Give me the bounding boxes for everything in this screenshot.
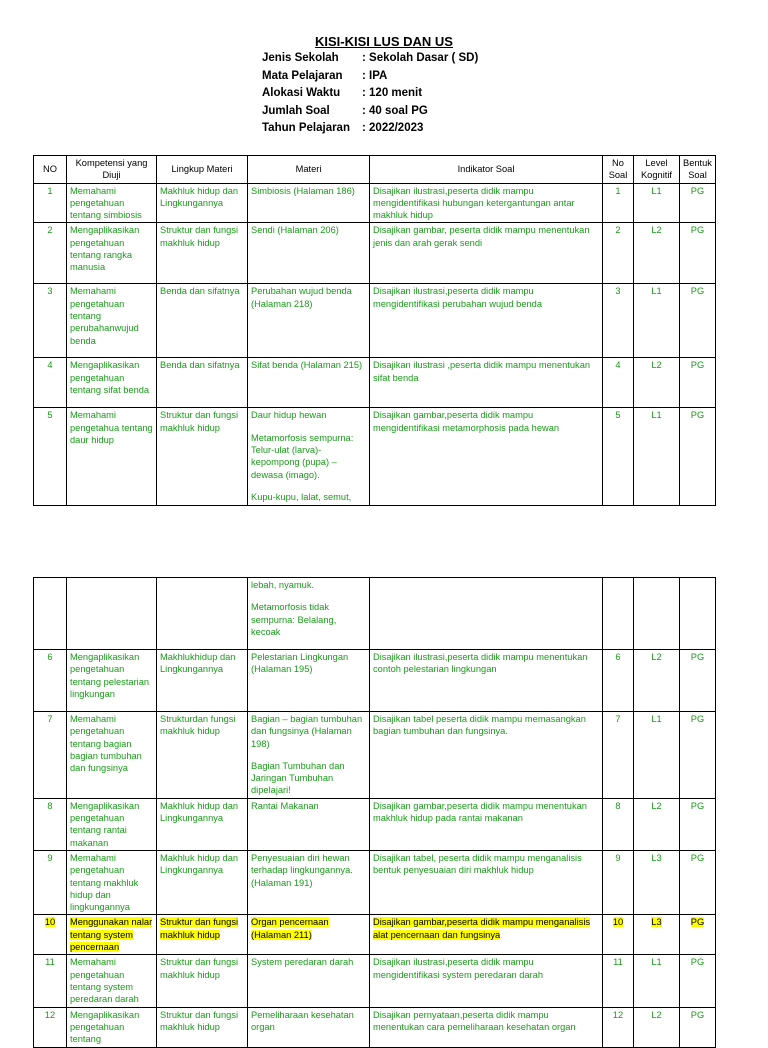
cell-kompetensi-text: Menggunakan nalar tentang system pencernaan: [70, 917, 153, 953]
cell-no: [34, 798, 67, 850]
cell-materi: [248, 955, 370, 1007]
cell-bentuk-text: PG: [690, 185, 705, 196]
cell-level: [634, 712, 680, 799]
cell-lingkup: [157, 850, 248, 914]
cell-bentuk-text: PG: [690, 1009, 705, 1020]
cell-indikator-text: Disajikan tabel peserta didik mampu memasangkan bagian tumbuhan dan fungsinya.: [373, 714, 586, 737]
cell-no-soal-text: 2: [615, 225, 621, 236]
table-row: [34, 1007, 716, 1047]
cell-indikator: [370, 850, 603, 914]
cell-materi: [248, 1007, 370, 1047]
cell-indikator-text: Disajikan ilustrasi,peserta didik mampu mengidentifikasi system peredaran darah: [373, 957, 544, 980]
cell-no-soal: [603, 578, 634, 650]
cell-no: [34, 284, 67, 358]
cell-level-text: L2: [651, 1009, 662, 1020]
cell-indikator-text: Disajikan ilustrasi ,peserta didik mampu menentukan sifat benda: [373, 360, 591, 383]
cell-no-soal: [603, 850, 634, 914]
materi-paragraph: Bagian Tumbuhan dan Jaringan Tumbuhan dipelajari!: [251, 760, 345, 796]
cell-no-soal: [603, 955, 634, 1007]
cell-level: [634, 650, 680, 712]
cell-lingkup: [157, 183, 248, 223]
cell-bentuk: [680, 358, 716, 408]
cell-indikator-text: Disajikan gambar,peserta didik mampu mengidentifikasi metamorphosis pada hewan: [373, 410, 560, 433]
cell-indikator-text: Disajikan gambar,peserta didik mampu menganalisis alat pencernaan dan fungsinya: [373, 917, 591, 940]
cell-kompetensi: [67, 408, 157, 506]
table-row: [34, 358, 716, 408]
cell-lingkup: [157, 223, 248, 284]
meta-row: [262, 52, 478, 70]
cell-kompetensi: [67, 712, 157, 799]
cell-lingkup: [157, 284, 248, 358]
cell-no-soal-text: 6: [615, 652, 621, 662]
materi-paragraph: Metamorfosis sempurna: Telur-ulat (larva)-kepompong (pupa) – dewasa (imago).: [251, 432, 354, 480]
cell-kompetensi: [67, 578, 157, 650]
materi-paragraph: lebah, nyamuk.: [251, 580, 315, 590]
cell-no-soal-text: 9: [615, 852, 621, 863]
cell-no-soal: [603, 284, 634, 358]
cell-no-text: 12: [44, 1009, 56, 1020]
meta-key: Jumlah Soal: [262, 104, 330, 117]
cell-indikator: [370, 1007, 603, 1047]
table-row: [34, 798, 716, 850]
header-row: [34, 156, 716, 184]
header-no-soal: No Soal: [603, 156, 634, 184]
cell-bentuk-text: PG: [690, 410, 705, 421]
cell-indikator-text: Disajikan ilustrasi,peserta didik mampu menentukan contoh pelestarian lingkungan: [373, 652, 588, 675]
cell-no: [34, 915, 67, 955]
cell-no: [34, 850, 67, 914]
cell-materi: [248, 183, 370, 223]
cell-indikator-text: Disajikan gambar,peserta didik mampu menentukan makhluk hidup pada rantai makanan: [373, 800, 587, 824]
cell-indikator-text: Disajikan pernyataan,peserta didik mampu menentukan cara pemeliharaan kesehatan organ: [373, 1009, 576, 1032]
header-no: NO: [34, 156, 67, 184]
cell-no-soal-text: 3: [615, 286, 621, 297]
header-materi: Materi: [248, 156, 370, 184]
materi-paragraph: Penyesuaian diri hewan terhadap lingkungannya. (Halaman 191): [251, 852, 353, 888]
cell-bentuk-text: PG: [690, 360, 705, 371]
cell-lingkup-text: Struktur dan fungsi makhluk hidup: [160, 957, 239, 980]
cell-no-text: 6: [47, 652, 53, 662]
grid-table-page-2: [33, 577, 716, 1048]
cell-bentuk: [680, 223, 716, 284]
cell-level: [634, 284, 680, 358]
cell-bentuk-text: PG: [690, 714, 705, 724]
cell-indikator: [370, 712, 603, 799]
cell-indikator: [370, 284, 603, 358]
header-level: Level Kognitif: [634, 156, 680, 184]
cell-lingkup-text: Benda dan sifatnya: [160, 286, 240, 297]
meta-block: [262, 52, 478, 140]
header-lingkup: Lingkup Materi: [157, 156, 248, 184]
meta-row: [262, 105, 478, 123]
cell-indikator: [370, 915, 603, 955]
cell-no: [34, 183, 67, 223]
cell-kompetensi: [67, 1007, 157, 1047]
cell-kompetensi: [67, 650, 157, 712]
materi-paragraph: Metamorfosis tidak sempurna: Belalang, kecoak: [251, 602, 337, 637]
cell-indikator: [370, 650, 603, 712]
cell-kompetensi-text: Mengaplikasikan pengetahuan tentang pelestarian lingkungan: [70, 652, 150, 699]
cell-indikator: [370, 183, 603, 223]
cell-level: [634, 850, 680, 914]
cell-lingkup: [157, 650, 248, 712]
cell-lingkup: [157, 578, 248, 650]
cell-bentuk: [680, 798, 716, 850]
cell-level-text: L3: [651, 917, 662, 928]
cell-lingkup-text: Makhlukhidup dan Lingkungannya: [160, 652, 236, 675]
materi-paragraph: Rantai Makanan: [251, 800, 319, 811]
cell-no-soal: [603, 915, 634, 955]
table-row: [34, 650, 716, 712]
table-row: [34, 955, 716, 1007]
cell-bentuk-text: PG: [690, 652, 705, 662]
cell-no: [34, 650, 67, 712]
materi-paragraph: Sifat benda (Halaman 215): [251, 360, 363, 371]
cell-kompetensi-text: Memahami pengetahuan tentang makhluk hidup dan lingkungannya: [70, 852, 139, 913]
meta-key: Mata Pelajaran: [262, 69, 343, 82]
cell-bentuk: [680, 915, 716, 955]
cell-indikator-text: Disajikan gambar, peserta didik mampu menentukan jenis dan arah gerak sendi: [373, 225, 590, 248]
cell-level: [634, 915, 680, 955]
cell-bentuk-text: PG: [690, 917, 705, 928]
cell-no-soal: [603, 1007, 634, 1047]
cell-materi: [248, 223, 370, 284]
meta-row: [262, 122, 478, 140]
paragraph-gap: [251, 591, 366, 601]
cell-level-text: L1: [651, 714, 662, 724]
cell-no-soal-text: 5: [615, 410, 621, 421]
cell-bentuk: [680, 284, 716, 358]
cell-kompetensi: [67, 915, 157, 955]
cell-kompetensi-text: Memahami pengetahuan tentang bagian bagian tumbuhan dan fungsinya: [70, 714, 142, 774]
cell-bentuk-text: PG: [690, 286, 705, 297]
cell-no: [34, 578, 67, 650]
materi-paragraph: Sendi (Halaman 206): [251, 225, 339, 236]
cell-kompetensi: [67, 183, 157, 223]
cell-no-text: 4: [47, 360, 53, 371]
cell-kompetensi: [67, 850, 157, 914]
table-row: [34, 915, 716, 955]
cell-no-text: 8: [47, 800, 53, 811]
paragraph-gap: [251, 422, 366, 432]
cell-level-text: L1: [651, 286, 662, 297]
cell-lingkup-text: Makhluk hidup dan Lingkungannya: [160, 800, 239, 824]
paragraph-gap: [251, 481, 366, 491]
cell-kompetensi: [67, 284, 157, 358]
cell-no-text: 9: [47, 852, 53, 863]
materi-paragraph: Simbiosis (Halaman 186): [251, 185, 355, 196]
cell-indikator: [370, 358, 603, 408]
cell-level-text: L3: [651, 852, 662, 863]
cell-no-soal-text: 7: [615, 714, 621, 724]
cell-lingkup: [157, 915, 248, 955]
table-row: [34, 578, 716, 650]
meta-value: : 120 menit: [362, 87, 423, 99]
cell-indikator-text: Disajikan tabel, peserta didik mampu menganalisis bentuk penyesuaian diri makhluk hidup: [373, 852, 582, 876]
table-row: [34, 284, 716, 358]
cell-kompetensi-text: Memahami pengetahua tentang daur hidup: [70, 410, 153, 446]
cell-no-soal: [603, 650, 634, 712]
cell-level-text: L1: [651, 957, 662, 968]
meta-key: Tahun Pelajaran: [262, 122, 350, 134]
cell-lingkup-text: Struktur dan fungsi makhluk hidup: [160, 1009, 239, 1032]
meta-key: Jenis Sekolah: [262, 52, 339, 64]
cell-bentuk: [680, 955, 716, 1007]
meta-value: : 2022/2023: [362, 122, 424, 134]
cell-lingkup: [157, 408, 248, 506]
cell-level-text: L2: [651, 800, 662, 811]
cell-no: [34, 1007, 67, 1047]
cell-kompetensi-text: Mengaplikasikan pengetahuan tentang rangka manusia: [70, 225, 140, 273]
meta-row: [262, 87, 478, 105]
table-row: [34, 850, 716, 914]
table-row: [34, 183, 716, 223]
meta-row: [262, 70, 478, 88]
cell-lingkup-text: Struktur dan fungsi makhluk hidup: [160, 225, 239, 248]
cell-materi: [248, 712, 370, 799]
cell-level: [634, 408, 680, 506]
meta-key: Alokasi Waktu: [262, 87, 341, 99]
cell-level-text: L2: [651, 360, 662, 371]
cell-no: [34, 408, 67, 506]
cell-materi: [248, 578, 370, 650]
materi-paragraph: Organ pencernaan (Halaman 211): [251, 917, 329, 940]
header-indikator: Indikator Soal: [370, 156, 603, 184]
cell-bentuk-text: PG: [690, 800, 705, 811]
meta-value: : Sekolah Dasar ( SD): [362, 52, 479, 64]
cell-indikator-text: Disajikan ilustrasi,peserta didik mampu mengidentifikasi perubahan wujud benda: [373, 286, 543, 309]
materi-paragraph: System peredaran darah: [251, 957, 354, 968]
cell-materi: [248, 358, 370, 408]
cell-materi: [248, 284, 370, 358]
header-bentuk: Bentuk Soal: [680, 156, 716, 184]
cell-materi: [248, 798, 370, 850]
cell-kompetensi-text: Mengaplikasikan pengetahuan tentang rantai makanan: [70, 800, 140, 848]
cell-no: [34, 358, 67, 408]
cell-level: [634, 798, 680, 850]
cell-no-soal: [603, 223, 634, 284]
cell-no-soal: [603, 712, 634, 799]
table-row: [34, 408, 716, 506]
cell-level: [634, 1007, 680, 1047]
cell-no-text: 7: [47, 714, 53, 724]
cell-materi: [248, 850, 370, 914]
meta-value: : IPA: [362, 69, 388, 82]
cell-no-text: 3: [47, 286, 53, 297]
cell-level-text: L2: [651, 225, 662, 236]
cell-no-text: 1: [47, 185, 53, 196]
materi-paragraph: Pelestarian Lingkungan (Halaman 195): [251, 652, 349, 675]
cell-no-soal: [603, 183, 634, 223]
cell-kompetensi-text: Mengaplikasikan pengetahuan tentang: [70, 1009, 140, 1045]
cell-indikator: [370, 408, 603, 506]
cell-kompetensi: [67, 223, 157, 284]
cell-no: [34, 712, 67, 799]
cell-bentuk-text: PG: [690, 957, 705, 968]
cell-no-soal: [603, 358, 634, 408]
cell-no-soal-text: 8: [615, 800, 621, 811]
cell-level-text: L2: [651, 652, 662, 662]
cell-lingkup-text: Struktur dan fungsi makhluk hidup: [160, 917, 239, 940]
cell-kompetensi-text: Memahami pengetahuan tentang system peredaran darah: [70, 957, 139, 1005]
cell-no-soal: [603, 798, 634, 850]
cell-lingkup-text: Strukturdan fungsi makhluk hidup: [160, 714, 236, 737]
cell-kompetensi-text: Memahami pengetahuan tentang perubahanwujud benda: [70, 286, 139, 346]
meta-value: : 40 soal PG: [362, 104, 428, 117]
cell-no-text: 10: [44, 917, 56, 928]
cell-no-soal-text: 10: [612, 917, 624, 928]
cell-bentuk-text: PG: [690, 852, 705, 863]
materi-paragraph: Pemeliharaan kesehatan organ: [251, 1009, 354, 1032]
cell-lingkup-text: Benda dan sifatnya: [160, 360, 240, 371]
table-row: [34, 223, 716, 284]
cell-level-text: L1: [651, 185, 662, 196]
cell-bentuk-text: PG: [690, 225, 705, 236]
cell-lingkup: [157, 358, 248, 408]
cell-lingkup: [157, 712, 248, 799]
materi-paragraph: Kupu-kupu, lalat, semut,: [251, 491, 352, 502]
cell-level: [634, 183, 680, 223]
cell-level: [634, 955, 680, 1007]
cell-bentuk: [680, 850, 716, 914]
materi-paragraph: Perubahan wujud benda (Halaman 218): [251, 286, 352, 309]
paragraph-gap: [251, 750, 366, 760]
cell-bentuk: [680, 408, 716, 506]
cell-kompetensi: [67, 358, 157, 408]
materi-paragraph: Daur hidup hewan: [251, 410, 327, 421]
cell-kompetensi-text: Mengaplikasikan pengetahuan tentang sifat benda: [70, 360, 150, 396]
cell-no: [34, 955, 67, 1007]
cell-lingkup: [157, 955, 248, 1007]
cell-level: [634, 358, 680, 408]
cell-no-text: 11: [45, 957, 55, 968]
cell-lingkup: [157, 1007, 248, 1047]
cell-bentuk: [680, 183, 716, 223]
grid-table-page-1: [33, 155, 716, 506]
cell-lingkup-text: Makhluk hidup dan Lingkungannya: [160, 185, 239, 208]
document-title: KISI-KISI LUS DAN US: [315, 34, 453, 49]
cell-no-soal-text: 1: [615, 185, 621, 196]
cell-indikator-text: Disajikan ilustrasi,peserta didik mampu mengidentifikasi hubungan ketergantungan antar makhluk hidup: [373, 185, 575, 221]
cell-indikator: [370, 223, 603, 284]
cell-materi: [248, 650, 370, 712]
cell-no-soal-text: 11: [613, 957, 623, 968]
cell-bentuk: [680, 1007, 716, 1047]
cell-indikator: [370, 578, 603, 650]
cell-lingkup-text: Makhluk hidup dan Lingkungannya: [160, 852, 239, 876]
cell-lingkup: [157, 798, 248, 850]
cell-no-soal-text: 12: [612, 1009, 624, 1020]
cell-lingkup-text: Struktur dan fungsi makhluk hidup: [160, 410, 239, 433]
cell-indikator: [370, 955, 603, 1007]
cell-kompetensi: [67, 955, 157, 1007]
cell-kompetensi: [67, 798, 157, 850]
cell-bentuk: [680, 712, 716, 799]
cell-level: [634, 223, 680, 284]
cell-no-soal: [603, 408, 634, 506]
cell-bentuk: [680, 578, 716, 650]
header-kompetensi: Kompetensi yang Diuji: [67, 156, 157, 184]
table-row: [34, 712, 716, 799]
cell-materi: [248, 915, 370, 955]
materi-paragraph: Bagian – bagian tumbuhan dan fungsinya (Halaman 198): [251, 714, 363, 749]
cell-kompetensi-text: Memahami pengetahuan tentang simbiosis: [70, 185, 142, 221]
cell-level-text: L1: [651, 410, 662, 421]
cell-no-text: 5: [47, 410, 53, 421]
cell-no-soal-text: 4: [615, 360, 621, 371]
cell-no: [34, 223, 67, 284]
cell-no-text: 2: [47, 225, 53, 236]
cell-indikator: [370, 798, 603, 850]
cell-level: [634, 578, 680, 650]
cell-materi: [248, 408, 370, 506]
cell-bentuk: [680, 650, 716, 712]
